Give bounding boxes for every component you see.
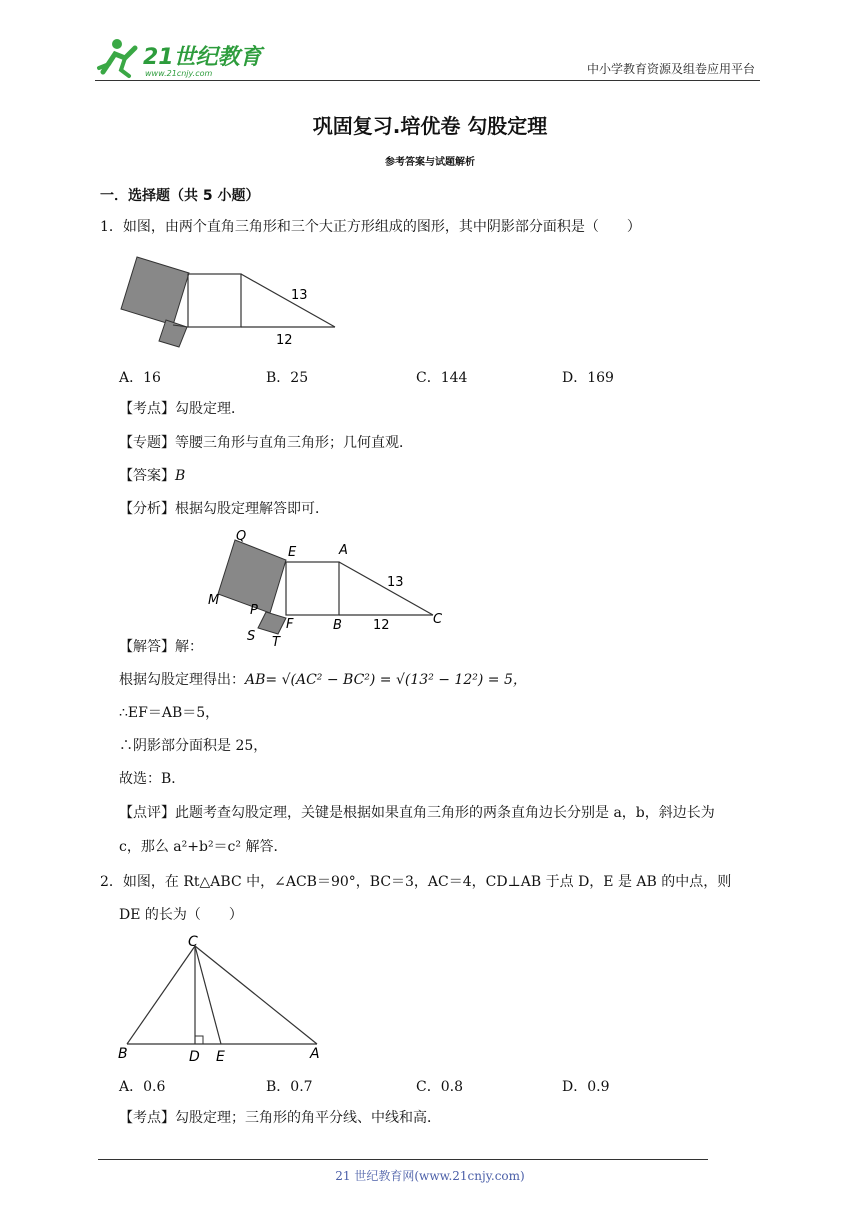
platform-name: 中小学教育资源及组卷应用平台 [586, 62, 755, 76]
label-T: T [272, 635, 280, 650]
q2-stem-line2: DE 的长为（ ） [119, 907, 243, 923]
q1-step3: ∴阴影部分面积是 25， [119, 738, 268, 754]
q1-step1 [119, 670, 527, 690]
q1-analysis-figure [200, 526, 460, 650]
q1-option-a: A．16 [119, 370, 161, 386]
label-12: 12 [373, 618, 390, 633]
footer-divider [98, 1159, 708, 1160]
q2-stem-line1: 2．如图，在 Rt△ABC 中，∠ACB＝90°，BC＝3，AC＝4，CD⊥AB 于点 D，E 是 AB 的中点，则 [100, 874, 732, 890]
footer-link[interactable]: 21 世纪教育网(www.21cnjy.com) [335, 1169, 525, 1183]
header-divider [95, 80, 760, 81]
q2-kaodian: 【考点】勾股定理；三角形的角平分线、中线和高． [119, 1110, 441, 1126]
q1-label-12: 12 [276, 333, 293, 348]
q1-label-13: 13 [291, 288, 308, 303]
label-F: F [286, 617, 294, 632]
label-C: C [433, 612, 443, 627]
q2-option-b: B．0.7 [266, 1079, 313, 1095]
logo [95, 34, 265, 82]
q2-option-a: A．0.6 [119, 1079, 166, 1095]
page-subtitle: 参考答案与试题解析 [385, 157, 475, 168]
q2-right-angle-mark [195, 1036, 203, 1044]
q1-dianping-line1: 【点评】此题考查勾股定理，关键是根据如果直角三角形的两条直角边长分别是 a，b，斜边长为 [119, 805, 715, 821]
q1-answer: B [175, 468, 186, 484]
q1-step4: 故选：B． [119, 771, 186, 787]
label-E: E [288, 545, 297, 560]
label-P: P [250, 603, 258, 618]
q2-option-d: D．0.9 [562, 1079, 610, 1095]
q1-zhuanti: 【专题】等腰三角形与直角三角形；几何直观． [119, 435, 413, 451]
q1-answer-label: 【答案】 [119, 468, 175, 484]
q1-option-c: C．144 [416, 370, 468, 386]
label-A: A [310, 1046, 320, 1062]
label-S: S [247, 629, 256, 644]
q1-analysis-square [286, 562, 339, 615]
q2-side-AC [195, 946, 317, 1044]
label-B: B [118, 1046, 128, 1062]
q1-square [188, 274, 241, 327]
q1-analysis-hypotenuse [339, 562, 433, 615]
page-title: 巩固复习.培优卷 勾股定理 [312, 114, 548, 138]
label-M: M [208, 593, 220, 608]
q1-dianping-line2: c，那么 a²+b²＝c² 解答． [119, 839, 288, 855]
q1-step1-prefix: 根据勾股定理得出： [119, 672, 245, 688]
label-Q: Q [236, 529, 247, 544]
label-E: E [216, 1049, 225, 1064]
logo-text: 21世纪教育 [143, 45, 262, 70]
q1-figure [115, 252, 345, 352]
q1-step1-formula: AB= √(AC² − BC²) = √(13² − 12²) = 5， [245, 672, 527, 688]
q1-shaded-square-large [121, 257, 189, 325]
section-heading: 一．选择题（共 5 小题） [100, 188, 260, 204]
q1-shaded-square-small [159, 320, 187, 347]
label-C: C [188, 934, 198, 950]
q2-median-CE [195, 946, 221, 1044]
q2-side-BC [127, 946, 195, 1044]
q1-option-d: D．169 [562, 370, 614, 386]
q2-option-c: C．0.8 [416, 1079, 463, 1095]
q2-figure [112, 932, 332, 1064]
label-D: D [189, 1049, 200, 1064]
label-B: B [333, 618, 342, 633]
label-13: 13 [387, 575, 404, 590]
q1-stem: 1．如图，由两个直角三角形和三个大正方形组成的图形，其中阴影部分面积是（ ） [100, 219, 641, 235]
q1-jieda: 【解答】解： [119, 639, 203, 655]
q1-answer-row [119, 466, 185, 486]
q1-fenxi: 【分析】根据勾股定理解答即可． [119, 501, 329, 517]
q1-option-b: B．25 [266, 370, 309, 386]
label-A: A [339, 543, 348, 558]
q1-hypotenuse [241, 274, 335, 327]
q1-analysis-shaded-small [258, 612, 286, 634]
logo-url: www.21cnjy.com [145, 69, 213, 78]
q1-kaodian: 【考点】勾股定理． [119, 401, 245, 417]
q1-step2: ∴EF＝AB＝5， [119, 705, 220, 721]
